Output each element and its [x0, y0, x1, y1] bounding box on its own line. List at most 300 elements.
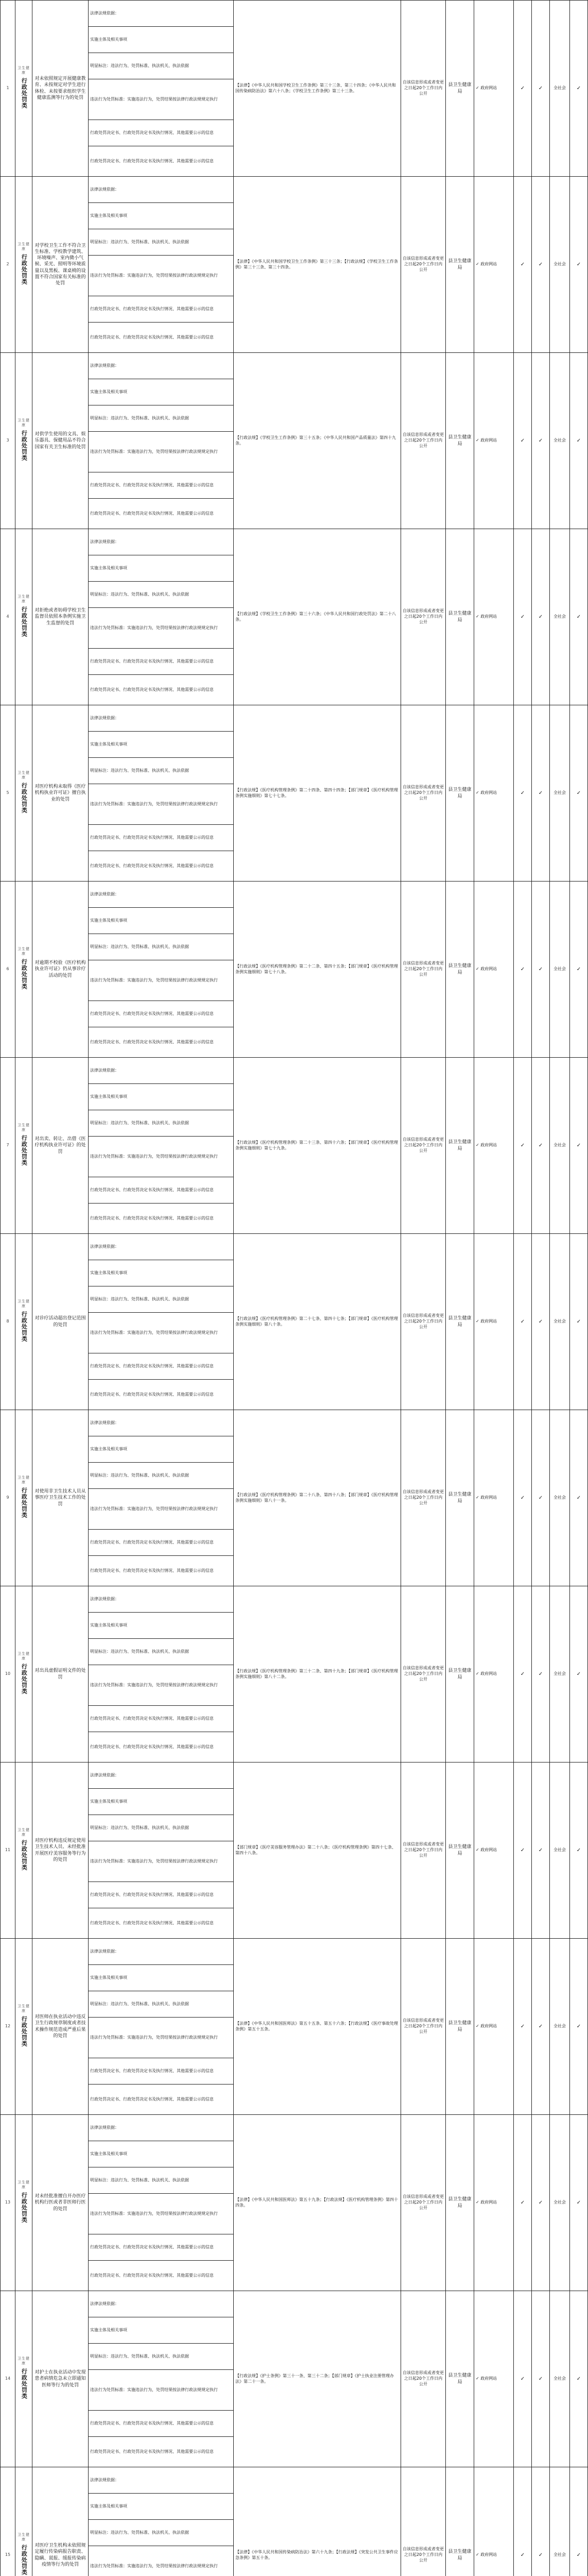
element-cell: 法律法规依据： — [89, 1939, 234, 1965]
item-name: 对未依照规定开展健康教育、未按规定对学生进行体检、未按要求组织学生健康监测等行为的处罚 — [32, 1, 89, 177]
element-cell: 法律法规依据： — [89, 1586, 234, 1613]
disclosure-subject: 县卫生健康局 — [446, 1234, 474, 1410]
check-cell-3: ✓ — [570, 1, 588, 177]
element-cell: 明显标注：违法行为、处罚标准、执法机关、执法依据 — [89, 1110, 234, 1137]
channel-mark: ✓ 政府网站 — [476, 2552, 497, 2557]
channel-cell — [474, 1410, 514, 1586]
table-row — [1, 2467, 588, 2494]
item-number: 13 — [1, 2115, 15, 2291]
channel-cell — [474, 1, 514, 177]
element-cell: 明显标注：违法行为、处罚标准、执法机关、执法依据 — [89, 582, 234, 608]
item-number: 4 — [1, 529, 15, 705]
check-cell-3: ✓ — [570, 1762, 588, 1939]
category-sub: 卫生健康 — [18, 2356, 30, 2366]
element-cell: 明显标注：违法行为、处罚标准、执法机关、执法依据 — [89, 1463, 234, 1489]
disclosure-subject: 县卫生健康局 — [446, 1410, 474, 1586]
check-cell-1: ✓ — [514, 2291, 532, 2467]
legal-basis: 【行政法规】《医疗机构管理条例》第二十八条、第四十八条；【部门规章】《医疗机构管理条例实施细则》第八十一条。 — [234, 1410, 401, 1586]
time-limit: 自该信息形成或者变更之日起20个工作日内公开 — [401, 2115, 446, 2291]
element-cell: 违法行为处罚标准：实施违法行为，处罚结果按法律行政法规规定执行 — [89, 2546, 234, 2576]
legal-basis: 【行政法规】《学校卫生工作条例》第三十六条；《中华人民共和国行政处罚法》第二十八条。 — [234, 529, 401, 705]
element-cell: 法律法规依据： — [89, 1058, 234, 1084]
disclosure-subject: 县卫生健康局 — [446, 1058, 474, 1234]
element-cell: 行政处罚决定书、行政处罚决定书及执行情况、其他需要公示的信息 — [89, 1706, 234, 1732]
item-number: 1 — [1, 1, 15, 177]
table-row — [1, 1939, 588, 1965]
disclosure-subject: 县卫生健康局 — [446, 2115, 474, 2291]
check-cell-2: ✓ — [532, 1762, 550, 1939]
element-cell: 法律法规依据： — [89, 1410, 234, 1436]
element-cell: 实施主体及相关事项 — [89, 27, 234, 53]
element-cell: 实施主体及相关事项 — [89, 1436, 234, 1463]
element-cell: 明显标注：违法行为、处罚标准、执法机关、执法依据 — [89, 1639, 234, 1665]
element-cell: 违法行为处罚标准：实施违法行为，处罚结果按法律行政法规规定执行 — [89, 960, 234, 1001]
channel-cell — [474, 1762, 514, 1939]
element-cell: 法律法规依据： — [89, 2291, 234, 2317]
element-cell: 违法行为处罚标准：实施违法行为，处罚结果按法律行政法规规定执行 — [89, 1665, 234, 1706]
category-cell — [15, 705, 32, 882]
category-title: 行政处罚类 — [21, 2192, 28, 2223]
item-number: 7 — [1, 1058, 15, 1234]
legal-basis: 【行政法规】《护士条例》第三十一条、第三十二条；【部门规章】《护士执业注册管理办法》第二十一条。 — [234, 2291, 401, 2467]
element-cell: 实施主体及相关事项 — [89, 732, 234, 758]
channel-cell — [474, 882, 514, 1058]
table-row — [1, 2291, 588, 2317]
object-cell: 全社会 — [550, 1586, 570, 1762]
check-cell-1: ✓ — [514, 1234, 532, 1410]
legal-basis: 【法律】《中华人民共和国医师法》第五十九条；【行政法规】《医疗机构管理条例》第四十四条。 — [234, 2115, 401, 2291]
category-title: 行政处罚类 — [21, 1311, 28, 1342]
check-cell-2: ✓ — [532, 2115, 550, 2291]
item-name: 对护士在执业活动中发现患者病情危急未立即通知医师等行为的处罚 — [32, 2291, 89, 2467]
check-cell-2: ✓ — [532, 529, 550, 705]
time-limit: 自该信息形成或者变更之日起20个工作日内公开 — [401, 1, 446, 177]
item-name: 对出具虚假证明文件的处罚 — [32, 1586, 89, 1762]
element-cell: 明显标注：违法行为、处罚标准、执法机关、执法依据 — [89, 1991, 234, 2018]
time-limit: 自该信息形成或者变更之日起20个工作日内公开 — [401, 2467, 446, 2576]
element-cell: 行政处罚决定书、行政处罚决定书及执行情况、其他需要公示的信息 — [89, 2437, 234, 2467]
category-cell — [15, 1058, 32, 1234]
item-name: 对未经批准擅自开办医疗机构行医或者非医师行医的处罚 — [32, 2115, 89, 2291]
check-cell-2: ✓ — [532, 1586, 550, 1762]
item-name: 对诊疗活动超出登记范围的处罚 — [32, 1234, 89, 1410]
time-limit: 自该信息形成或者变更之日起20个工作日内公开 — [401, 1234, 446, 1410]
time-limit: 自该信息形成或者变更之日起20个工作日内公开 — [401, 177, 446, 353]
check-cell-3: ✓ — [570, 882, 588, 1058]
element-cell: 实施主体及相关事项 — [89, 2494, 234, 2520]
channel-mark: ✓ 政府网站 — [476, 262, 497, 267]
element-cell: 违法行为处罚标准：实施违法行为，处罚结果按法律行政法规规定执行 — [89, 2018, 234, 2058]
category-title: 行政处罚类 — [21, 782, 28, 814]
element-cell: 行政处罚决定书、行政处罚决定书及执行情况、其他需要公示的信息 — [89, 120, 234, 146]
check-cell-3: ✓ — [570, 353, 588, 529]
check-cell-3: ✓ — [570, 2291, 588, 2467]
item-number: 11 — [1, 1762, 15, 1939]
category-cell — [15, 1234, 32, 1410]
channel-mark: ✓ 政府网站 — [476, 967, 497, 972]
object-cell: 全社会 — [550, 1410, 570, 1586]
element-cell: 实施主体及相关事项 — [89, 555, 234, 582]
item-name: 对出卖、转让、出借《医疗机构执业许可证》的处罚 — [32, 1058, 89, 1234]
element-cell: 实施主体及相关事项 — [89, 379, 234, 405]
item-number: 6 — [1, 882, 15, 1058]
element-cell: 行政处罚决定书、行政处罚决定书及执行情况、其他需要公示的信息 — [89, 472, 234, 499]
element-cell: 明显标注：违法行为、处罚标准、执法机关、执法依据 — [89, 758, 234, 784]
time-limit: 自该信息形成或者变更之日起20个工作日内公开 — [401, 1058, 446, 1234]
category-sub: 卫生健康 — [18, 2180, 30, 2190]
element-cell: 行政处罚决定书、行政处罚决定书及执行情况、其他需要公示的信息 — [89, 1380, 234, 1410]
item-number: 15 — [1, 2467, 15, 2576]
channel-cell — [474, 705, 514, 882]
check-cell-1: ✓ — [514, 529, 532, 705]
disclosure-subject: 县卫生健康局 — [446, 529, 474, 705]
time-limit: 自该信息形成或者变更之日起20个工作日内公开 — [401, 1762, 446, 1939]
legal-basis: 【法律】《中华人民共和国学校卫生工作条例》第三十三条；【行政法规】《学校卫生工作条例》第三十三条、第三十四条。 — [234, 177, 401, 353]
check-cell-1: ✓ — [514, 1586, 532, 1762]
time-limit: 自该信息形成或者变更之日起20个工作日内公开 — [401, 1939, 446, 2115]
element-cell: 实施主体及相关事项 — [89, 2141, 234, 2167]
category-title: 行政处罚类 — [21, 1663, 28, 1694]
item-number: 3 — [1, 353, 15, 529]
table-row — [1, 705, 588, 732]
check-cell-2: ✓ — [532, 1234, 550, 1410]
element-cell: 明显标注：违法行为、处罚标准、执法机关、执法依据 — [89, 1286, 234, 1313]
check-cell-1: ✓ — [514, 705, 532, 882]
element-cell: 明显标注：违法行为、处罚标准、执法机关、执法依据 — [89, 934, 234, 960]
element-cell: 实施主体及相关事项 — [89, 1613, 234, 1639]
channel-cell — [474, 353, 514, 529]
element-cell: 行政处罚决定书、行政处罚决定书及执行情况、其他需要公示的信息 — [89, 1882, 234, 1908]
category-title: 行政处罚类 — [21, 2015, 28, 2047]
item-number: 12 — [1, 1939, 15, 2115]
time-limit: 自该信息形成或者变更之日起20个工作日内公开 — [401, 705, 446, 882]
category-title: 行政处罚类 — [21, 1134, 28, 1166]
item-name: 对医疗机构未取得《医疗机构执业许可证》擅自执业的处罚 — [32, 705, 89, 882]
element-cell: 行政处罚决定书、行政处罚决定书及执行情况、其他需要公示的信息 — [89, 1530, 234, 1556]
object-cell: 全社会 — [550, 1, 570, 177]
category-title: 行政处罚类 — [21, 606, 28, 637]
element-cell: 行政处罚决定书、行政处罚决定书及执行情况、其他需要公示的信息 — [89, 2058, 234, 2084]
category-cell — [15, 2115, 32, 2291]
channel-cell — [474, 1234, 514, 1410]
element-cell: 行政处罚决定书、行政处罚决定书及执行情况、其他需要公示的信息 — [89, 1177, 234, 1204]
element-cell: 法律法规依据： — [89, 2467, 234, 2494]
disclosure-subject: 县卫生健康局 — [446, 2291, 474, 2467]
category-sub: 卫生健康 — [18, 242, 30, 251]
item-name: 对逾期不校验《医疗机构执业许可证》仍从事诊疗活动的处罚 — [32, 882, 89, 1058]
element-cell: 违法行为处罚标准：实施违法行为，处罚结果按法律行政法规规定执行 — [89, 432, 234, 472]
channel-cell — [474, 1586, 514, 1762]
legal-basis: 【行政法规】《医疗机构管理条例》第二十四条、第四十四条；【部门规章】《医疗机构管理条例实施细则》第七十七条。 — [234, 705, 401, 882]
element-cell: 行政处罚决定书、行政处罚决定书及执行情况、其他需要公示的信息 — [89, 649, 234, 675]
channel-mark: ✓ 政府网站 — [476, 2024, 497, 2029]
check-cell-2: ✓ — [532, 177, 550, 353]
object-cell: 全社会 — [550, 705, 570, 882]
object-cell: 全社会 — [550, 1762, 570, 1939]
channel-mark: ✓ 政府网站 — [476, 1319, 497, 1324]
legal-basis: 【行政法规】《医疗机构管理条例》第二十三条、第四十六条；【部门规章】《医疗机构管理条例实施细则》第七十九条。 — [234, 1058, 401, 1234]
check-cell-1: ✓ — [514, 882, 532, 1058]
disclosure-subject: 县卫生健康局 — [446, 1586, 474, 1762]
element-cell: 行政处罚决定书、行政处罚决定书及执行情况、其他需要公示的信息 — [89, 1204, 234, 1234]
element-cell: 法律法规依据： — [89, 177, 234, 203]
disclosure-subject: 县卫生健康局 — [446, 882, 474, 1058]
check-cell-2: ✓ — [532, 353, 550, 529]
check-cell-2: ✓ — [532, 705, 550, 882]
element-cell: 行政处罚决定书、行政处罚决定书及执行情况、其他需要公示的信息 — [89, 1027, 234, 1058]
legal-basis: 【法律】《中华人民共和国学校卫生工作条例》第三十三条、第三十四条；《中华人民共和国传染病防治法》第六十八条；《学校卫生工作条例》第三十三条。 — [234, 1, 401, 177]
disclosure-subject: 县卫生健康局 — [446, 705, 474, 882]
element-cell: 明显标注：违法行为、处罚标准、执法机关、执法依据 — [89, 405, 234, 432]
time-limit: 自该信息形成或者变更之日起20个工作日内公开 — [401, 882, 446, 1058]
element-cell: 行政处罚决定书、行政处罚决定书及执行情况、其他需要公示的信息 — [89, 2261, 234, 2291]
category-title: 行政处罚类 — [21, 2368, 28, 2399]
element-cell: 实施主体及相关事项 — [89, 1260, 234, 1286]
channel-cell — [474, 2115, 514, 2291]
element-cell: 违法行为处罚标准：实施违法行为，处罚结果按法律行政法规规定执行 — [89, 1313, 234, 1353]
category-sub: 卫生健康 — [18, 1827, 30, 1837]
check-cell-1: ✓ — [514, 177, 532, 353]
category-title: 行政处罚类 — [21, 2544, 28, 2575]
element-cell: 行政处罚决定书、行政处罚决定书及执行情况、其他需要公示的信息 — [89, 1556, 234, 1586]
element-cell: 行政处罚决定书、行政处罚决定书及执行情况、其他需要公示的信息 — [89, 146, 234, 177]
category-title: 行政处罚类 — [21, 958, 28, 990]
category-sub: 卫生健康 — [18, 65, 30, 75]
category-sub: 卫生健康 — [18, 2004, 30, 2013]
object-cell: 全社会 — [550, 2291, 570, 2467]
element-cell: 违法行为处罚标准：实施违法行为，处罚结果按法律行政法规规定执行 — [89, 1489, 234, 1530]
element-cell: 违法行为处罚标准：实施违法行为，处罚结果按法律行政法规规定执行 — [89, 256, 234, 296]
table-row — [1, 353, 588, 379]
element-cell: 法律法规依据： — [89, 353, 234, 379]
channel-cell — [474, 177, 514, 353]
category-cell — [15, 177, 32, 353]
element-cell: 法律法规依据： — [89, 1762, 234, 1789]
object-cell: 全社会 — [550, 2115, 570, 2291]
element-cell: 违法行为处罚标准：实施违法行为，处罚结果按法律行政法规规定执行 — [89, 2370, 234, 2411]
category-cell — [15, 1762, 32, 1939]
table-row — [1, 1762, 588, 1789]
channel-mark: ✓ 政府网站 — [476, 2376, 497, 2381]
element-cell: 违法行为处罚标准：实施违法行为，处罚结果按法律行政法规规定执行 — [89, 784, 234, 825]
category-cell — [15, 529, 32, 705]
element-cell: 行政处罚决定书、行政处罚决定书及执行情况、其他需要公示的信息 — [89, 323, 234, 353]
check-cell-3: ✓ — [570, 1410, 588, 1586]
category-sub: 卫生健康 — [18, 418, 30, 428]
check-cell-2: ✓ — [532, 1, 550, 177]
channel-mark: ✓ 政府网站 — [476, 614, 497, 619]
element-cell: 行政处罚决定书、行政处罚决定书及执行情况、其他需要公示的信息 — [89, 499, 234, 529]
item-number: 5 — [1, 705, 15, 882]
category-cell — [15, 1939, 32, 2115]
channel-cell — [474, 2291, 514, 2467]
legal-basis: 【行政法规】《医疗机构管理条例》第二十七条、第四十七条；【部门规章】《医疗机构管理条例实施细则》第八十条。 — [234, 1234, 401, 1410]
element-cell: 违法行为处罚标准：实施违法行为，处罚结果按法律行政法规规定执行 — [89, 1841, 234, 1882]
legal-basis: 【部门规章】《医疗美容服务管理办法》第二十八条；《医疗机构管理条例》第四十七条、第四十八条。 — [234, 1762, 401, 1939]
element-cell: 行政处罚决定书、行政处罚决定书及执行情况、其他需要公示的信息 — [89, 1001, 234, 1027]
element-cell: 行政处罚决定书、行政处罚决定书及执行情况、其他需要公示的信息 — [89, 1353, 234, 1380]
disclosure-subject: 县卫生健康局 — [446, 1762, 474, 1939]
check-cell-3: ✓ — [570, 2115, 588, 2291]
element-cell: 法律法规依据： — [89, 705, 234, 732]
element-cell: 实施主体及相关事项 — [89, 203, 234, 229]
disclosure-subject: 县卫生健康局 — [446, 1939, 474, 2115]
check-cell-2: ✓ — [532, 2291, 550, 2467]
disclosure-subject: 县卫生健康局 — [446, 177, 474, 353]
element-cell: 行政处罚决定书、行政处罚决定书及执行情况、其他需要公示的信息 — [89, 675, 234, 705]
object-cell: 全社会 — [550, 177, 570, 353]
item-number: 2 — [1, 177, 15, 353]
channel-cell — [474, 1939, 514, 2115]
element-cell: 违法行为处罚标准：实施违法行为，处罚结果按法律行政法规规定执行 — [89, 608, 234, 649]
check-cell-2: ✓ — [532, 2467, 550, 2576]
category-title: 行政处罚类 — [21, 253, 28, 285]
check-cell-3: ✓ — [570, 2467, 588, 2576]
category-cell — [15, 882, 32, 1058]
element-cell: 明显标注：违法行为、处罚标准、执法机关、执法依据 — [89, 53, 234, 79]
element-cell: 明显标注：违法行为、处罚标准、执法机关、执法依据 — [89, 2167, 234, 2194]
table-row — [1, 1410, 588, 1436]
element-cell: 实施主体及相关事项 — [89, 2317, 234, 2344]
element-cell: 违法行为处罚标准：实施违法行为，处罚结果按法律行政法规规定执行 — [89, 79, 234, 120]
channel-mark: ✓ 政府网站 — [476, 790, 497, 795]
check-cell-1: ✓ — [514, 1762, 532, 1939]
object-cell: 全社会 — [550, 1058, 570, 1234]
check-cell-3: ✓ — [570, 705, 588, 882]
table-row — [1, 1058, 588, 1084]
check-cell-3: ✓ — [570, 1058, 588, 1234]
legal-basis: 【行政法规】《学校卫生工作条例》第三十五条；《中华人民共和国产品质量法》第四十九条。 — [234, 353, 401, 529]
time-limit: 自该信息形成或者变更之日起20个工作日内公开 — [401, 2291, 446, 2467]
channel-mark: ✓ 政府网站 — [476, 1143, 497, 1148]
channel-cell — [474, 529, 514, 705]
category-cell — [15, 2467, 32, 2576]
channel-cell — [474, 2467, 514, 2576]
element-cell: 实施主体及相关事项 — [89, 1084, 234, 1110]
legal-basis: 【行政法规】《医疗机构管理条例》第二十二条、第四十五条；【部门规章】《医疗机构管理条例实施细则》第七十八条。 — [234, 882, 401, 1058]
channel-mark: ✓ 政府网站 — [476, 1495, 497, 1500]
legal-basis: 【行政法规】《医疗机构管理条例》第三十二条、第四十九条；【部门规章】《医疗机构管理条例实施细则》第八十二条。 — [234, 1586, 401, 1762]
channel-mark: ✓ 政府网站 — [476, 438, 497, 443]
element-cell: 行政处罚决定书、行政处罚决定书及执行情况、其他需要公示的信息 — [89, 2411, 234, 2437]
category-title: 行政处罚类 — [21, 77, 28, 109]
disclosure-subject: 县卫生健康局 — [446, 2467, 474, 2576]
element-cell: 行政处罚决定书、行政处罚决定书及执行情况、其他需要公示的信息 — [89, 825, 234, 851]
category-sub: 卫生健康 — [18, 1475, 30, 1485]
element-cell: 实施主体及相关事项 — [89, 908, 234, 934]
item-name: 对供学生使用的文具、娱乐器具、保健用品不符合国家有关卫生标准的处罚 — [32, 353, 89, 529]
channel-mark: ✓ 政府网站 — [476, 1671, 497, 1676]
item-number: 9 — [1, 1410, 15, 1586]
table-row — [1, 882, 588, 908]
category-cell — [15, 1410, 32, 1586]
channel-cell — [474, 1058, 514, 1234]
category-sub: 卫生健康 — [18, 946, 30, 956]
category-sub: 卫生健康 — [18, 770, 30, 780]
item-number: 14 — [1, 2291, 15, 2467]
item-number: 10 — [1, 1586, 15, 1762]
check-cell-1: ✓ — [514, 1058, 532, 1234]
time-limit: 自该信息形成或者变更之日起20个工作日内公开 — [401, 1410, 446, 1586]
channel-mark: ✓ 政府网站 — [476, 2200, 497, 2205]
check-cell-2: ✓ — [532, 1410, 550, 1586]
category-cell — [15, 2291, 32, 2467]
table-row — [1, 1586, 588, 1613]
category-title: 行政处罚类 — [21, 430, 28, 461]
check-cell-3: ✓ — [570, 1234, 588, 1410]
time-limit: 自该信息形成或者变更之日起20个工作日内公开 — [401, 529, 446, 705]
disclosure-subject: 县卫生健康局 — [446, 1, 474, 177]
item-name: 对医疗卫生机构未依照规定履行传染病报告职责、隐瞒、谎报、缓报传染病疫情等行为的处罚 — [32, 2467, 89, 2576]
element-cell: 行政处罚决定书、行政处罚决定书及执行情况、其他需要公示的信息 — [89, 851, 234, 882]
element-cell: 法律法规依据： — [89, 882, 234, 908]
item-name: 对拒绝或者妨碍学校卫生监督员依照本条例实施卫生监督的处罚 — [32, 529, 89, 705]
category-sub: 卫生健康 — [18, 1651, 30, 1661]
element-cell: 实施主体及相关事项 — [89, 1789, 234, 1815]
check-cell-2: ✓ — [532, 1058, 550, 1234]
element-cell: 明显标注：违法行为、处罚标准、执法机关、执法依据 — [89, 2344, 234, 2370]
element-cell: 明显标注：违法行为、处罚标准、执法机关、执法依据 — [89, 1815, 234, 1841]
check-cell-1: ✓ — [514, 2115, 532, 2291]
element-cell: 法律法规依据： — [89, 1, 234, 27]
check-cell-2: ✓ — [532, 882, 550, 1058]
legal-basis: 【法律】《中华人民共和国医师法》第五十五条、第五十六条；【行政法规】《医疗事故处理条例》第五十五条。 — [234, 1939, 401, 2115]
check-cell-2: ✓ — [532, 1939, 550, 2115]
object-cell: 全社会 — [550, 882, 570, 1058]
table-row — [1, 1234, 588, 1260]
element-cell: 明显标注：违法行为、处罚标准、执法机关、执法依据 — [89, 229, 234, 256]
item-name: 对医疗机构违反规定使用卫生技术人员、未经批准开展医疗美容服务等行为的处罚 — [32, 1762, 89, 1939]
element-cell: 法律法规依据： — [89, 1234, 234, 1260]
category-cell — [15, 1586, 32, 1762]
element-cell: 行政处罚决定书、行政处罚决定书及执行情况、其他需要公示的信息 — [89, 1732, 234, 1762]
legal-basis: 【法律】《中华人民共和国传染病防治法》第六十九条；【行政法规】《突发公共卫生事件应急条例》第五十条。 — [234, 2467, 401, 2576]
category-sub: 卫生健康 — [18, 1299, 30, 1309]
category-sub: 卫生健康 — [18, 594, 30, 604]
channel-mark: ✓ 政府网站 — [476, 1848, 497, 1853]
object-cell: 全社会 — [550, 1939, 570, 2115]
table-row — [1, 177, 588, 203]
category-sub: 卫生健康 — [18, 1123, 30, 1132]
item-name: 对使用非卫生技术人员从事医疗卫生技术工作的处罚 — [32, 1410, 89, 1586]
check-cell-3: ✓ — [570, 177, 588, 353]
item-number: 8 — [1, 1234, 15, 1410]
element-cell: 违法行为处罚标准：实施违法行为，处罚结果按法律行政法规规定执行 — [89, 2194, 234, 2234]
category-cell — [15, 1, 32, 177]
category-sub: 卫生健康 — [18, 2532, 30, 2542]
check-cell-1: ✓ — [514, 1939, 532, 2115]
element-cell: 法律法规依据： — [89, 529, 234, 555]
item-name: 对医师在执业活动中违反卫生行政规章制度或者技术操作规范造成严重后果的处罚 — [32, 1939, 89, 2115]
object-cell: 全社会 — [550, 1234, 570, 1410]
table-row — [1, 529, 588, 555]
category-title: 行政处罚类 — [21, 1839, 28, 1871]
check-cell-3: ✓ — [570, 1939, 588, 2115]
item-name: 对学校卫生工作不符合卫生标准、学校教学建筑、环境噪声、室内微小气候、采光、照明等环境质量以及黑板、课桌椅的设置不符合国家有关标准的处罚 — [32, 177, 89, 353]
object-cell: 全社会 — [550, 529, 570, 705]
check-cell-1: ✓ — [514, 2467, 532, 2576]
object-cell: 全社会 — [550, 353, 570, 529]
element-cell: 明显标注：违法行为、处罚标准、执法机关、执法依据 — [89, 2520, 234, 2546]
channel-mark: ✓ 政府网站 — [476, 86, 497, 91]
element-cell: 行政处罚决定书、行政处罚决定书及执行情况、其他需要公示的信息 — [89, 2234, 234, 2261]
element-cell: 违法行为处罚标准：实施违法行为，处罚结果按法律行政法规规定执行 — [89, 1137, 234, 1177]
element-cell: 行政处罚决定书、行政处罚决定书及执行情况、其他需要公示的信息 — [89, 1908, 234, 1939]
category-cell — [15, 353, 32, 529]
category-title: 行政处罚类 — [21, 1487, 28, 1518]
time-limit: 自该信息形成或者变更之日起20个工作日内公开 — [401, 1586, 446, 1762]
object-cell: 全社会 — [550, 2467, 570, 2576]
